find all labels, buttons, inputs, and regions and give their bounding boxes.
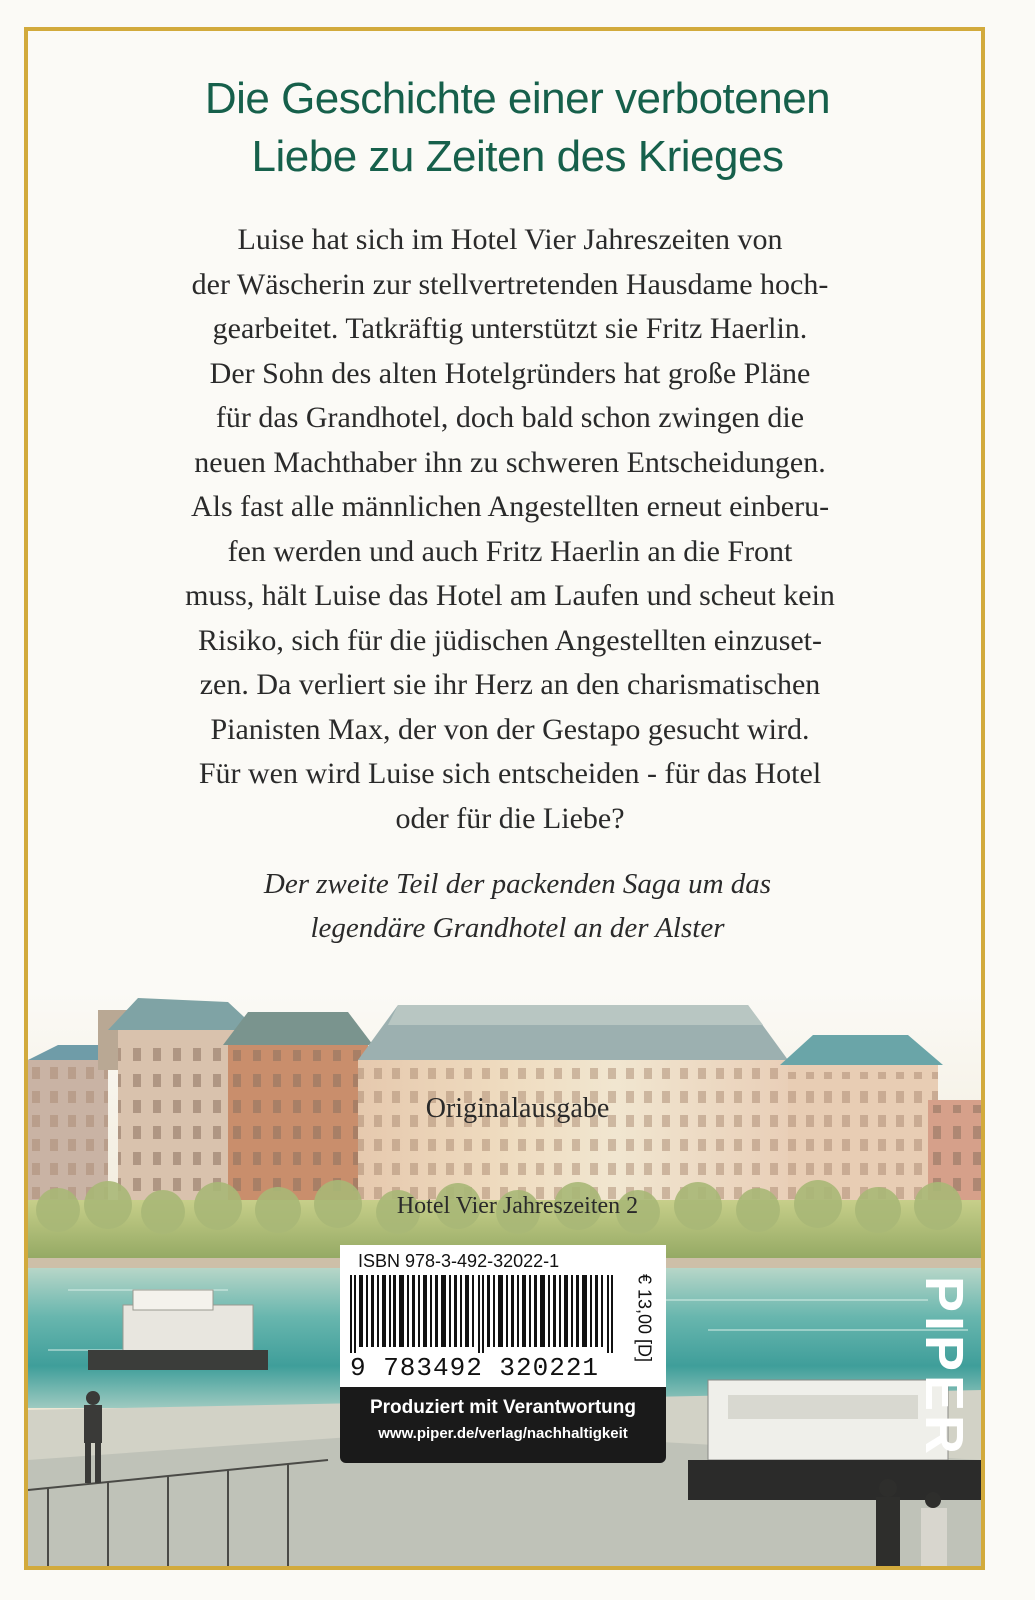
blurb-line: Der Sohn des alten Hotelgründers hat große Pläne	[209, 356, 811, 390]
blurb-line: gearbeitet. Tatkräftig unterstützt sie Fritz Haerlin.	[212, 312, 808, 345]
headline	[0, 70, 1035, 186]
headline-line-1: Die Geschichte einer verbotenen	[204, 74, 831, 123]
blurb-line: Für wen wird Luise sich entscheiden - für das Hotel	[198, 757, 822, 790]
headline-line-2: Liebe zu Zeiten des Krieges	[251, 132, 784, 181]
tagline-line-1: Der zweite Teil der packenden Saga um das	[263, 868, 772, 900]
edition-label: Originalausgabe	[425, 1093, 610, 1124]
publisher-name: PIPER	[914, 1275, 974, 1459]
price-tag	[626, 1258, 662, 1378]
blurb-line: zen. Da verliert sie ihr Herz an den charismatischen	[199, 668, 821, 701]
blurb-line: Luise hat sich im Hotel Vier Jahreszeiten von	[237, 223, 783, 256]
barcode-digits: 9 783492 320221	[350, 1353, 600, 1383]
blurb-line: Risiko, sich für die jüdischen Angestellten einzuset-	[197, 623, 823, 657]
blurb-line: muss, hält Luise das Hotel am Laufen und scheut kein	[185, 579, 835, 612]
series-label: Hotel Vier Jahreszeiten 2	[396, 1193, 639, 1219]
blurb-line: der Wäscherin zur stellvertretenden Hausdame hoch-	[191, 267, 829, 301]
sustainability-url: www.piper.de/verlag/nachhaltigkeit	[378, 1425, 628, 1442]
blurb-text	[130, 218, 890, 841]
tagline-line-2: legendäre Grandhotel an der Alster	[310, 912, 725, 944]
tagline	[0, 862, 1035, 950]
blurb-line: neuen Machthaber ihn zu schweren Entscheidungen.	[194, 445, 826, 479]
barcode-bars	[346, 1275, 628, 1353]
sustainability-title: Produziert mit Verantwortung	[369, 1397, 637, 1418]
isbn-barcode	[340, 1245, 666, 1387]
blurb-line: für das Grandhotel, doch bald schon zwingen die	[215, 401, 805, 434]
price-label: € 13,00 [D]	[634, 1273, 655, 1363]
blurb-line: Pianisten Max, der von der Gestapo gesucht wird.	[210, 712, 810, 746]
blurb-line: oder für die Liebe?	[395, 801, 625, 835]
isbn-label: ISBN 978-3-492-32022-1	[358, 1251, 560, 1271]
blurb-line: Als fast alle männlichen Angestellten erneut einberu-	[190, 490, 830, 523]
sustainability-notice	[340, 1387, 666, 1463]
publisher-logo	[912, 1252, 976, 1482]
blurb-line: fen werden und auch Fritz Haerlin an die Front	[227, 534, 793, 568]
